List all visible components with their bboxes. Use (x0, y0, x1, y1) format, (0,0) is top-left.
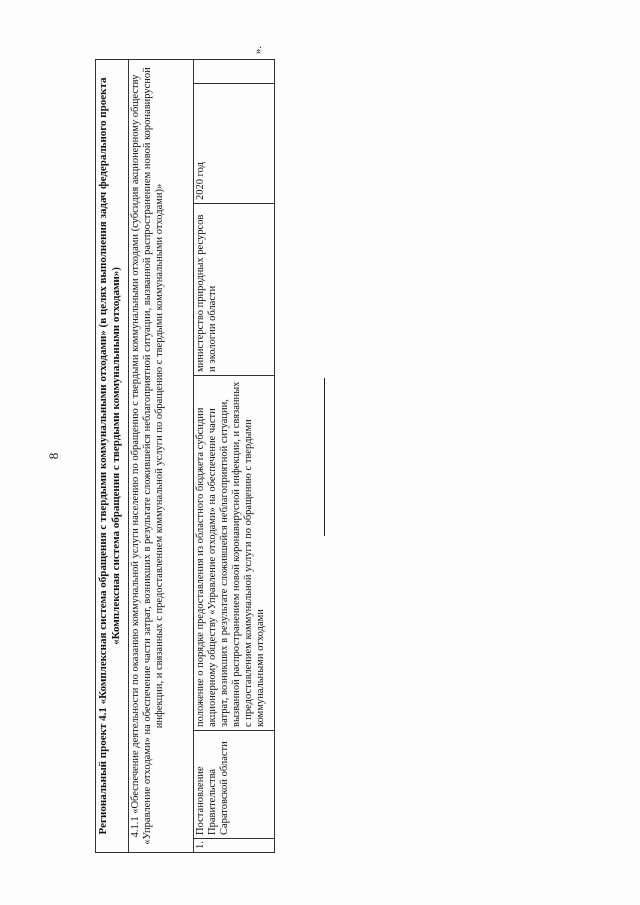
row-document: Постановление Правительства Саратовской области (194, 731, 275, 839)
project-table (95, 59, 275, 853)
row-year: 2020 год (194, 84, 275, 204)
table-container (95, 60, 275, 853)
row-executor: министерство природных ресурсов и экологии области (194, 204, 275, 376)
rotated-table (95, 60, 275, 853)
closing-quote-mark: ». (252, 45, 265, 55)
table-subsection-row (129, 59, 194, 852)
page-number: 8 (46, 452, 61, 460)
row-name: положение о порядке предоставления из областного бюджета субсидии акционерному обществу «Управление отходами» на обеспечение части затрат, возникших в результате сложившейся неблагоприятной ситуации, вызванной распространением новой коронавирусной инфекции, и связанных с предоставлением коммунальной услуги по обращению с твердыми коммунальными отходами (194, 376, 275, 731)
table-title-row (96, 59, 129, 852)
table-row (194, 59, 275, 852)
row-number: 1. (194, 839, 275, 853)
table-title: Региональный проект 4.1 «Комплексная система обращения с твердыми коммунальными отходами» (в целях выполнения задач федерального проекта «Комплексная система обращения с твердыми коммунальными отходами») (96, 59, 129, 852)
table-subsection: 4.1.1 «Обеспечение деятельности по оказанию коммунальной услуги населению по обращению с твердыми коммунальными отходами (субсидия акционерному обществу «Управление отходами» на обеспечение части затрат, возникших в результате сложившейся неблагоприятной ситуации, вызванной распространением новой коронавирусной инфекции, и связанных с предоставлением коммунальной услуги по обращению с твердыми коммунальными отходами)» (129, 59, 194, 852)
signature-line (324, 378, 325, 536)
row-extra (194, 59, 275, 83)
